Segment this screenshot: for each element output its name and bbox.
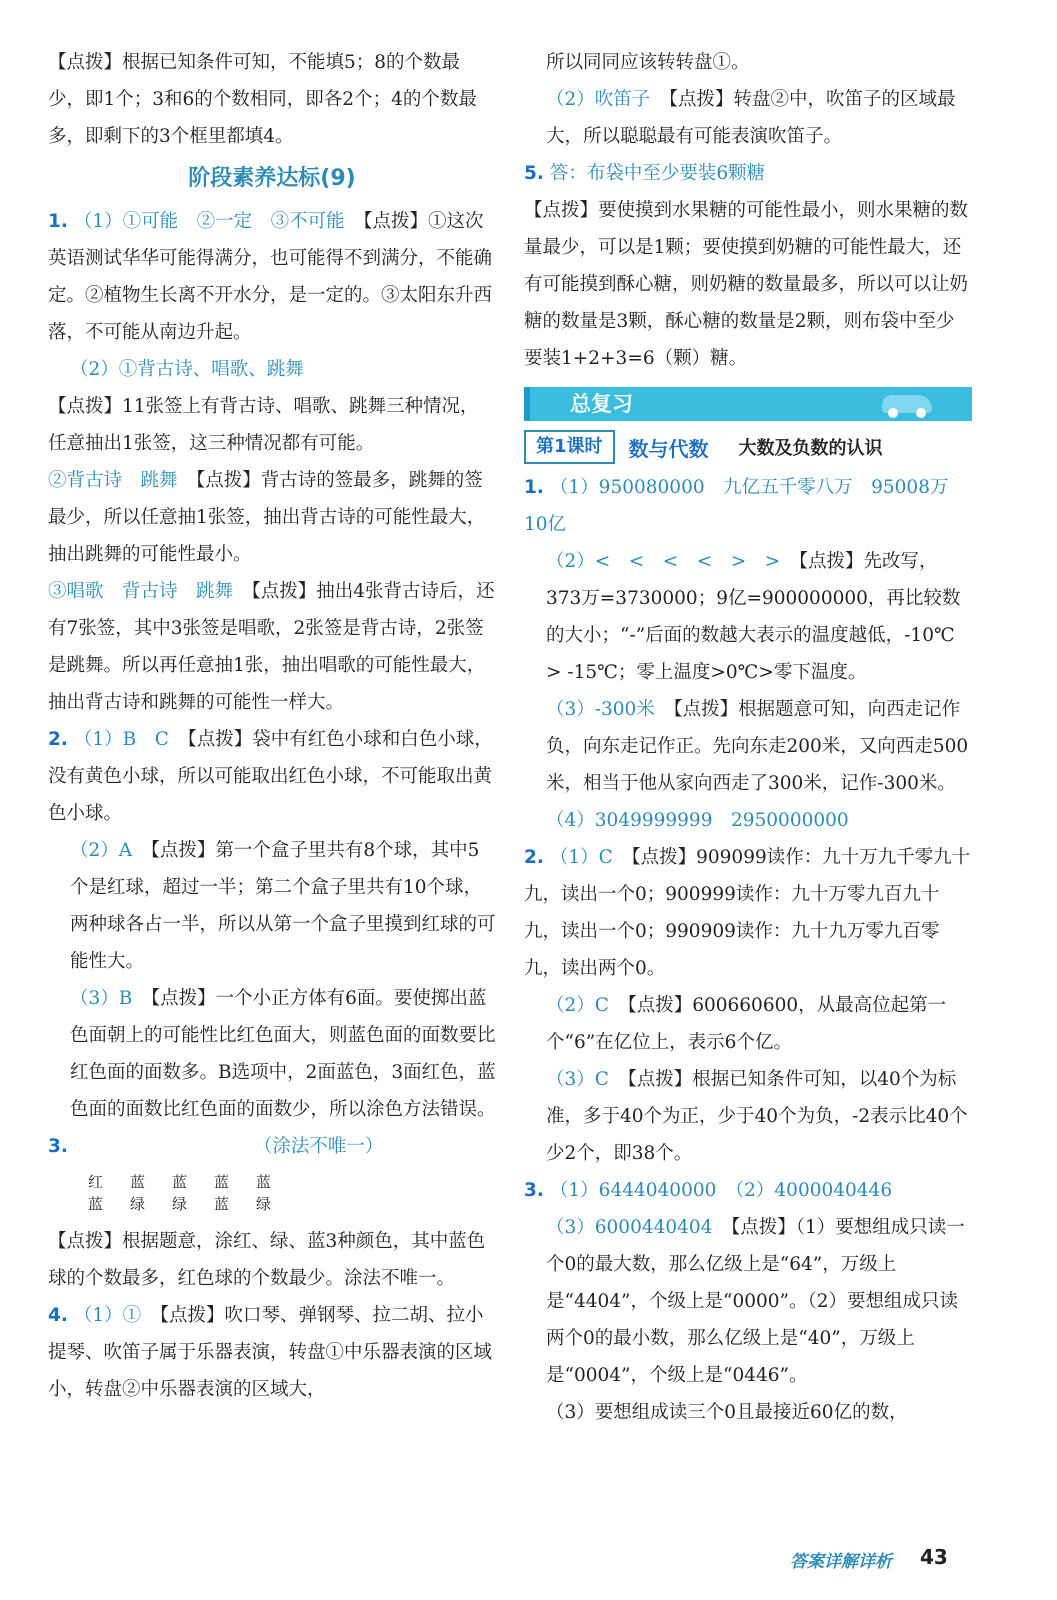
r2-3-tip: 【点拨】根据已知条件可知，以40个为标准，多于40个为正，少于40个为负，-2表示比40个少2个，即38个。 <box>546 1069 968 1164</box>
q1-2b-tip: 【点拨】背古诗的签最多，跳舞的签最少，所以任意抽1张签，抽出背古诗的可能性最大，抽出跳舞的可能性最小。 <box>48 470 486 565</box>
q1-2-tip: 【点拨】11张签上有背古诗、唱歌、跳舞三种情况，任意抽出1张签，这三种情况都有可能。 <box>48 396 479 454</box>
r2-1-answer: （1）C <box>549 847 613 868</box>
r1-2 <box>524 543 972 691</box>
q4-2 <box>524 81 972 155</box>
q3-number: 3. <box>48 1136 68 1157</box>
q5-number: 5. <box>524 163 544 184</box>
q2-number: 2. <box>48 729 68 750</box>
q1-2b <box>48 462 496 573</box>
q1-1-tip: 【点拨】①这次英语测试华华可能得满分，也可能得不到满分，不能确定。②植物生长离不开水分，是一定的。③太阳东升西落，不可能从南边升起。 <box>48 211 493 343</box>
review-banner <box>524 387 972 421</box>
section-title: 阶段素养达标(9) <box>188 166 356 191</box>
q2-2-tip: 【点拨】第一个盒子里共有8个球，其中5个是红球，超过一半；第二个盒子里共有10个球，两种球各占一半，所以从第一个盒子里摸到红球的可能性大。 <box>70 840 496 972</box>
q1-2c <box>48 573 496 721</box>
q4-2-tip: 【点拨】转盘②中，吹笛子的区域最大，所以聪聪最有可能表演吹笛子。 <box>546 89 956 147</box>
q5-tip: 【点拨】要使摸到水果糖的可能性最小，则水果糖的数量最少，可以是1颗；要使摸到奶糖的可能性最大，还有可能摸到酥心糖，则奶糖的数量最多，所以可以让奶糖的数量是3颗，酥心糖的数量是2颗，则布袋中至少要装1+2+3=6（颗）糖。 <box>524 200 969 369</box>
footer-label: 答案详解详析 <box>790 1552 892 1572</box>
q4-1 <box>48 1297 496 1408</box>
q1-1 <box>48 203 496 351</box>
q2-1-answer: （1）B C <box>73 729 169 750</box>
q5 <box>524 155 972 192</box>
r2-2-answer: （2）C <box>546 995 609 1016</box>
r1-3 <box>524 691 972 802</box>
r2-2 <box>524 987 972 1061</box>
q1-2c-answer: ③唱歌 背古诗 跳舞 <box>48 581 234 602</box>
q3-tip: 【点拨】根据题意，涂红、绿、蓝3种颜色，其中蓝色球的个数最多，红色球的个数最少。涂法不唯一。 <box>48 1231 486 1289</box>
q2-2-answer: （2）A <box>70 840 133 861</box>
r3-1-answer: （1）6444040000 （2）4000040446 <box>549 1180 893 1201</box>
q3 <box>48 1128 496 1165</box>
lesson-header <box>524 429 972 465</box>
q4-1-answer: （1）① <box>73 1305 142 1326</box>
banner-title: 总复习 <box>570 392 633 416</box>
q2-3-tip: 【点拨】一个小正方体有6面。要使掷出蓝色面朝上的可能性比红色面大，则蓝色面的面数要比红色面的面数多。B选项中，2面蓝色，3面红色，蓝色面的面数比红色面的面数少，所以涂色方法错误。 <box>70 988 496 1120</box>
r2-2-tip: 【点拨】600660600，从最高位起第一个“6”在亿位上，表示6个亿。 <box>546 995 947 1053</box>
r1-2-tip: 【点拨】先改写，373万=3730000；9亿=900000000，再比较数的大小；“-”后面的数越大表示的温度越低，-10℃ > -15℃；零上温度>0℃>零下温度。 <box>546 551 961 683</box>
r2-3 <box>524 1061 972 1172</box>
q3-row-2: 蓝 绿 绿 蓝 绿 <box>88 1195 278 1213</box>
q3-color-grid <box>48 1171 496 1215</box>
r1-3-answer: （3）-300米 <box>546 699 655 720</box>
q2-3 <box>48 980 496 1128</box>
r1-number: 1. <box>524 477 544 498</box>
q4-1-tip: 【点拨】吹口琴、弹钢琴、拉二胡、拉小提琴、吹笛子属于乐器表演，转盘①中乐器表演的区域小，转盘②中乐器表演的区域大， <box>48 1305 493 1400</box>
lesson-tag: 第1课时 <box>524 430 615 464</box>
r2-number: 2. <box>524 847 544 868</box>
left-column <box>48 44 496 1408</box>
q1-2b-answer: ②背古诗 跳舞 <box>48 470 178 491</box>
r2-1-tip: 【点拨】909099读作：九十万九千零九十九，读出一个0；900999读作：九十万零九百九十九，读出一个0；990909读作：九十九万零九百零九，读出两个0。 <box>524 847 971 979</box>
right-column <box>524 44 972 1431</box>
q3-row-1: 红 蓝 蓝 蓝 蓝 <box>88 1173 278 1191</box>
page-number: 43 <box>920 1545 948 1569</box>
q2-1 <box>48 721 496 832</box>
r1-4-answer: （4）3049999999 2950000000 <box>546 810 849 831</box>
q1-2 <box>48 351 496 388</box>
car-icon <box>882 395 932 413</box>
q1-number: 1. <box>48 211 68 232</box>
r3-4: （3）要想组成读三个0且最接近60亿的数， <box>546 1402 908 1423</box>
intro-paragraph: 【点拨】根据已知条件可知，不能填5；8的个数最少，即1个；3和6的个数相同，即各2个；4的个数最多，即剩下的3个框里都填4。 <box>48 52 477 147</box>
r1-4 <box>524 802 972 839</box>
q4-number: 4. <box>48 1305 68 1326</box>
r1-1 <box>524 469 972 543</box>
lesson-topic: 大数及负数的认识 <box>738 438 883 459</box>
q1-2-answer: （2）①背古诗、唱歌、跳舞 <box>70 359 304 380</box>
r1-3-tip: 【点拨】根据题意可知，向西走记作负，向东走记作正。先向东走200米，又向西走500米，相当于他从家向西走了300米，记作-300米。 <box>546 699 969 794</box>
r1-2-answer: （2）< < < < > > <box>546 551 781 572</box>
q2-3-answer: （3）B <box>70 988 133 1009</box>
r2-3-answer: （3）C <box>546 1069 609 1090</box>
q1-2c-tip: 【点拨】抽出4张背古诗后，还有7张签，其中3张签是唱歌，2张签是背古诗，2张签是跳舞。所以再任意抽1张，抽出唱歌的可能性最大，抽出背古诗和跳舞的可能性一样大。 <box>48 581 495 713</box>
r3-3-tip: 【点拨】（1）要想组成只读一个0的最大数，那么亿级上是“64”，万级上是“4404”，个级上是“0000”。（2）要想组成只读两个0的最小数，那么亿级上是“40”，万级上是“0004”，个级上是“0446”。 <box>546 1217 965 1386</box>
r3-number: 3. <box>524 1180 544 1201</box>
r3-3-answer: （3）6000440404 <box>546 1217 713 1238</box>
r3-1 <box>524 1172 972 1209</box>
q2-1-tip: 【点拨】袋中有红色小球和白色小球，没有黄色小球，所以可能取出红色小球，不可能取出黄色小球。 <box>48 729 493 824</box>
q1-1-answer: （1）①可能 ②一定 ③不可能 <box>73 211 345 232</box>
r2-1 <box>524 839 972 987</box>
q2-2 <box>48 832 496 980</box>
lesson-category: 数与代数 <box>628 436 709 461</box>
q3-note: （涂法不唯一） <box>253 1136 384 1157</box>
r1-1-answer: （1）950080000 九亿五千零八万 95008万 10亿 <box>524 477 967 535</box>
r3-3 <box>524 1209 972 1394</box>
q4-continuation: 所以同同应该转转盘①。 <box>546 52 750 73</box>
q4-2-answer: （2）吹笛子 <box>546 89 651 110</box>
q5-answer: 答：布袋中至少要装6颗糖 <box>549 163 766 184</box>
